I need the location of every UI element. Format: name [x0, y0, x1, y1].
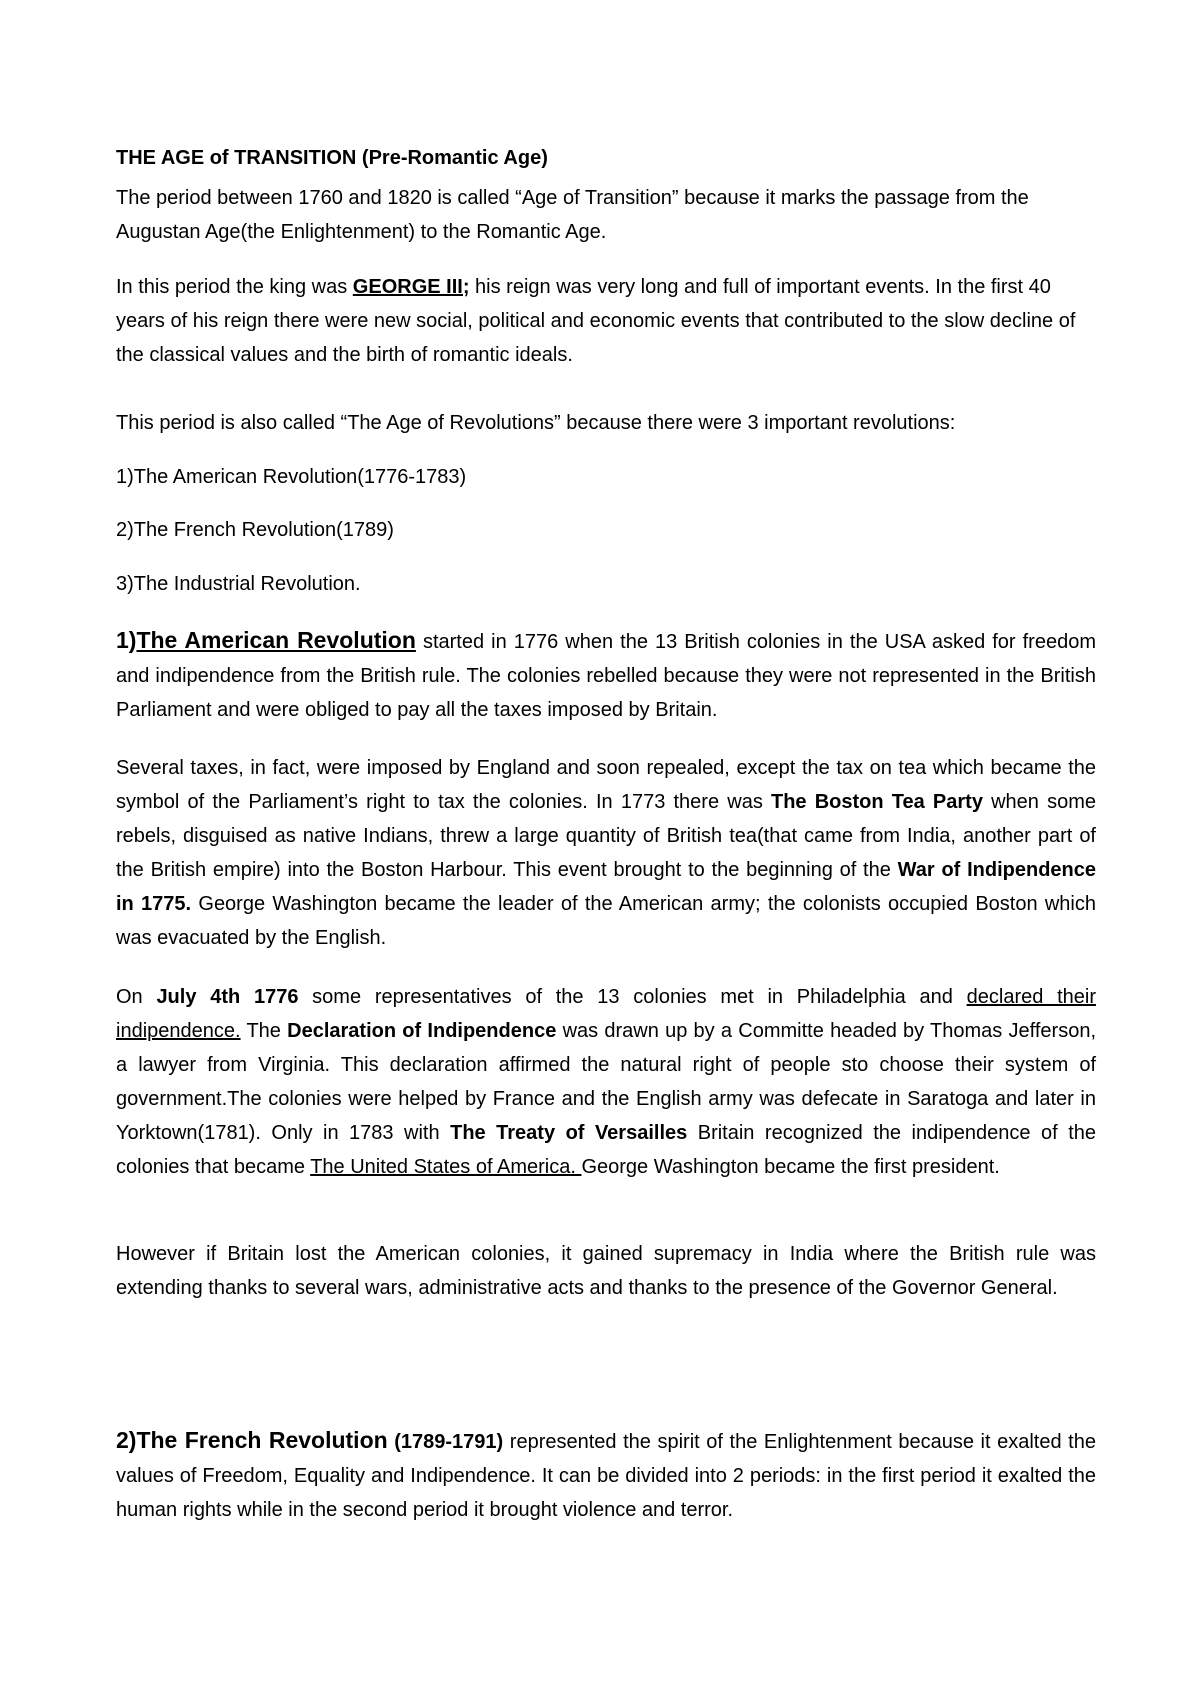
intro-text: The period between 1760 and 1820 is called “Age of Transition” because it marks the passage from the Augustan Age(the Enlightenment) to the Romantic Age. — [116, 187, 1029, 243]
india-text: However if Britain lost the American colonies, it gained supremacy in India where the British rule was extending thanks to several wars, administrative acts and thanks to the presence of the Governor General. — [116, 1243, 1096, 1299]
american-heading: The American Revolution — [136, 627, 416, 653]
declaration-of-indipendence: Declaration of Indipendence — [287, 1020, 557, 1042]
boston-tea-party: The Boston Tea Party — [771, 791, 983, 813]
french-heading: 2)The French Revolution — [116, 1427, 388, 1453]
king-text-2: his reign was very long and full of important events. In the first 40 years of his reign there were new social, political and economic events that contributed to the slow decline of the classical values and the birth of romantic ideals. — [116, 276, 1076, 366]
list-item-industrial: 3)The Industrial Revolution. — [116, 573, 361, 595]
taxes-text-3: George Washington became the leader of the American army; the colonists occupied Boston which was evacuated by the English. — [116, 893, 1096, 949]
taxes-text-2: when some rebels, disguised as native Indians, threw a large quantity of British tea(that came from India, another part of the British empire) into the Boston Harbour. This event brought to the beginning of the — [116, 791, 1096, 881]
july-text-5: Britain recognized the indipendence of the colonies that became — [116, 1122, 1096, 1178]
taxes-text-1: Several taxes, in fact, were imposed by England and soon repealed, except the tax on tea which became the symbol of the Parliament’s right to tax the colonies. In 1773 there was — [116, 757, 1096, 813]
revolutions-intro-text: This period is also called “The Age of Revolutions” because there were 3 important revolutions: — [116, 412, 956, 434]
french-dates: (1789-1791) — [387, 1431, 504, 1453]
united-states-of-america: The United States of America. — [310, 1156, 582, 1178]
july-date: July 4th 1776 — [156, 986, 299, 1008]
july-text-6: George Washington became the first president. — [581, 1156, 1000, 1178]
king-name: GEORGE III; — [352, 276, 470, 298]
india-paragraph — [116, 1237, 1096, 1305]
king-paragraph — [116, 270, 1096, 372]
list-item-american: 1)The American Revolution(1776-1783) — [116, 466, 467, 488]
document-title: THE AGE of TRANSITION (Pre-Romantic Age) — [116, 147, 548, 169]
american-number: 1) — [116, 627, 137, 653]
war-of-indipendence: War of Indipendence in 1775. — [116, 859, 1097, 915]
taxes-paragraph — [116, 751, 1096, 955]
king-text-1: In this period the king was — [116, 276, 353, 298]
declared-independence: declared their indipendence. — [116, 986, 1096, 1042]
july-text-3: The — [240, 1020, 288, 1042]
july-text-2: some representatives of the 13 colonies met in Philadelphia and — [298, 986, 967, 1008]
revolutions-intro-paragraph — [116, 406, 1096, 440]
american-paragraph — [116, 623, 1096, 727]
treaty-of-versailles: The Treaty of Versailles — [450, 1122, 688, 1144]
intro-paragraph — [116, 181, 1096, 249]
july-paragraph — [116, 980, 1096, 1184]
july-text-1: On — [116, 986, 157, 1008]
french-text: represented the spirit of the Enlightenment because it exalted the values of Freedom, Equality and Indipendence. It can be divided into 2 periods: in the first period it exalted the human rights while in the second period it brought violence and terror. — [116, 1431, 1096, 1521]
american-text: started in 1776 when the 13 British colonies in the USA asked for freedom and indipendence from the British rule. The colonies rebelled because they were not represented in the British Parliament and were obliged to pay all the taxes imposed by Britain. — [116, 631, 1096, 721]
french-paragraph — [116, 1423, 1096, 1527]
july-text-4: was drawn up by a Committe headed by Thomas Jefferson, a lawyer from Virginia. This declaration affirmed the natural right of people sto choose their system of government.The colonies were helped by France and the English army was defecate in Saratoga and later in Yorktown(1781). Only in 1783 with — [116, 1020, 1096, 1144]
list-item-french: 2)The French Revolution(1789) — [116, 519, 394, 541]
